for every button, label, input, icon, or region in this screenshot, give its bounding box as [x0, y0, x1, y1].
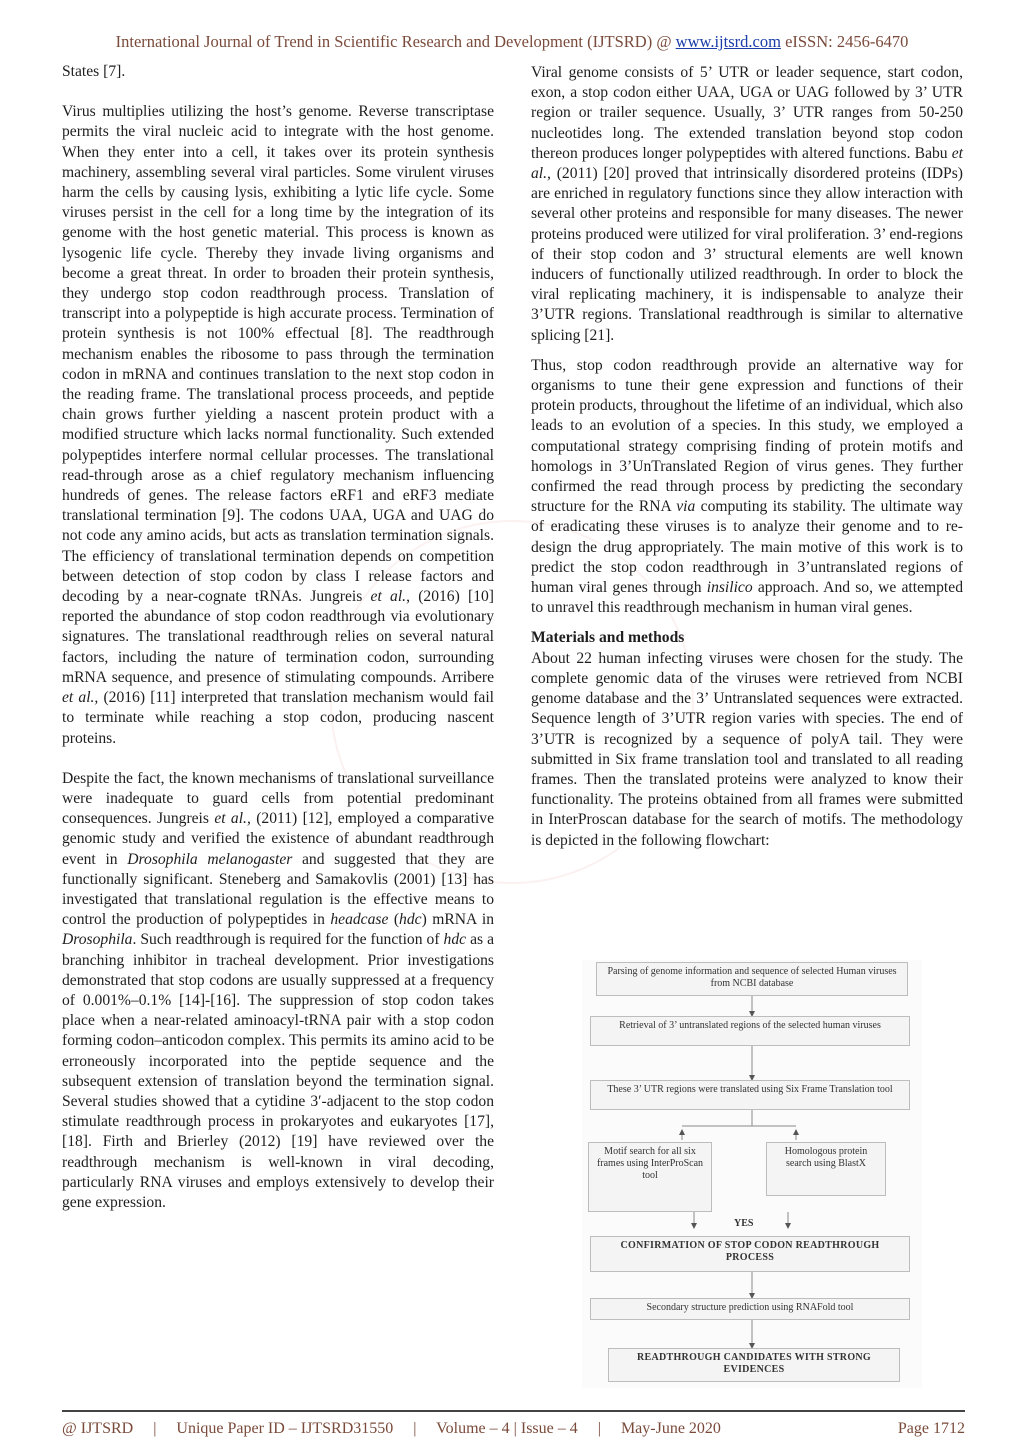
- journal-website-link[interactable]: www.ijtsrd.com: [675, 32, 781, 51]
- flowchart-step-confirmation: CONFIRMATION OF STOP CODON READTHROUGH PROCESS: [590, 1236, 910, 1272]
- left-column: [62, 62, 494, 1213]
- paragraph-viral-genome: Viral genome consists of 5’ UTR or leader sequence, start codon, exon, a stop codon either UAA, UGA or UAG followed by 3’ UTR region or trailer sequence. Usually, 3’ UTR ranges from 50-250 nucleotides long. The extended translation beyond stop codon thereon produces longer polypeptides with altered functions. Babu et al., (2011) [20] proved that intrinsically disordered proteins (IDPs) are enriched in regulatory functions since they allow interaction with several other proteins and responsible for many diseases. The newer proteins produced were utilized for viral proliferation. 3’ end-regions of their stop codon and 3’ structural elements are well known inducers of functionally utilized readthrough. In order to block the viral replicating machinery, it is indispensable to analyze their 3’UTR regions. Translational readthrough is similar to alternative splicing [21].: [531, 64, 963, 344]
- paragraph-materials-methods: About 22 human infecting viruses were chosen for the study. The complete genomic data of the viruses were retrieved from NCBI genome database and the 3’ Untranslated sequences were extracted. Sequence length of 3’UTR region varies with species. The end of 3’UTR is recognized by a sequence of polyA tail. They were submitted in Six frame translation tool and translated to all reading frames. Then the translated proteins were analyzed to know their functionality. The proteins obtained from all frames were submitted in InterProscan database for the search of motifs. The methodology is depicted in the following flowchart:: [531, 649, 963, 849]
- flowchart-step-six-frame-translation: These 3’ UTR regions were translated using Six Frame Translation tool: [590, 1080, 910, 1110]
- paragraph-stop-codon-readthrough: Thus, stop codon readthrough provide an alternative way for organisms to tune their gene expression and functions of their protein products, throughout the lifetime of an individual, which also leads to an evolution of a species. In this study, we employed a computational strategy comprising finding of protein motifs and homologs in 3’UnTranslated Region of virus genes. They further confirmed the read through process by predicting the secondary structure for the RNA via computing its stability. The ultimate way of eradicating these viruses is to analyze their genome and to re-design the drug appropriately. The main motive of this work is to predict the stop codon readthrough in 3’untranslated regions of human viral genes through insilico approach. And so, we attempted to unravel this readthrough mechanism in human viral genes.: [531, 356, 963, 617]
- flowchart-step-homologous-search: Homologous protein search using BlastX: [766, 1142, 886, 1196]
- running-header: [0, 32, 1024, 52]
- flowchart-step-retrieval-3utr: Retrieval of 3’ untranslated regions of the selected human viruses: [590, 1016, 910, 1046]
- footer-paper-info: @ IJTSRD | Unique Paper ID – IJTSRD31550 | Volume – 4 | Issue – 4 | May-June 2020: [62, 1420, 721, 1437]
- header-issn: eISSN: 2456-6470: [780, 32, 909, 51]
- right-column: [531, 63, 963, 851]
- running-footer: [62, 1420, 965, 1438]
- footer-divider: [62, 1410, 965, 1412]
- methodology-flowchart: [582, 960, 922, 1388]
- flowchart-step-parsing-genome: Parsing of genome information and sequence of selected Human viruses from NCBI database: [596, 962, 908, 996]
- paragraph-states-ref: States [7].: [62, 63, 126, 80]
- flowchart-yes-label: YES: [734, 1218, 754, 1229]
- page-number: Page 1712: [897, 1420, 965, 1437]
- paragraph-translational-surveillance: Despite the fact, the known mechanisms of translational surveillance were inadequate to guard cells from potential predominant consequences. Jungreis et al., (2011) [12], employed a comparative genomic study and verified the existence of abundant readthrough event in Drosophila melanogaster and suggested that they are functionally significant. Steneberg and Samakovlis (2001) [13] has investigated that translational regulation is the effective means to control the production of polypeptides in headcase (hdc) mRNA in Drosophila. Such readthrough is required for the function of hdc as a branching inhibitor in tracheal development. Prior investigations demonstrated that stop codons are usually suppressed at a frequency of 0.001%–0.1% [14]-[16]. The suppression of stop codon takes place when a near-related aminoacyl-tRNA pair with a stop codon forming codon–anticodon complex. This permits its amino acid to be erroneously incorporated into the peptide sequence and the subsequent extension of translation beyond the termination signal. Several studies showed that a cytidine 3′-adjacent to the stop codon stimulate readthrough process in prokaryotes and eukaryotes [17], [18]. Firth and Brierley (2012) [19] have reviewed over the readthrough mechanism is well-known in viral decoding, particularly RNA viruses and employs extensively to develop their gene expression.: [62, 769, 494, 1211]
- flowchart-step-readthrough-candidates: READTHROUGH CANDIDATES WITH STRONG EVIDENCES: [608, 1348, 900, 1382]
- paragraph-virus-multiplies: Virus multiplies utilizing the host’s genome. Reverse transcriptase permits the viral nucleic acid to integrate with the host genome. When they enter into a cell, it takes over its protein synthesis machinery, assembling several viral particles. Some virulent viruses harm the cells by causing lysis, exhibiting a lytic life cycle. Some viruses persist in the cell for a long time by the integration of its genome with the host genetic material. This process is known as lysogenic life cycle. Thereby they invade living organisms and become a great threat. In order to broaden their protein synthesis, they undergo stop codon readthrough process. Translation of transcript into a polypeptide is high accurate process. Termination of protein synthesis is not 100% effectual [8]. The readthrough mechanism enables the ribosome to pass through the termination codon in mRNA and continues translation to the next stop codon in the reading frame. The translational process proceeds, and peptide chain grows further yielding a nascent protein product with a modified structure which lacks normal functionality. Such extended polypeptides interfere normal cellular processes. The translational read-through arose as a chief regulatory mechanism influencing hundreds of genes. The release factors eRF1 and eRF3 mediate translational termination [9]. The codons UAA, UGA and UAG do not code any amino acids, but acts as translation termination signals. The efficiency of translational termination depends on competition between detection of stop codon by class I release factors and decoding by a near-cognate tRNAs. Jungreis et al., (2016) [10] reported the abundance of stop codon readthrough via evolutionary signatures. The translational readthrough relies on several natural factors, including the nature of termination codon, surrounding mRNA sequence, and presence of stimulating compounds. Arribere et al., (2016) [11] interpreted that translation mechanism would fail to terminate while reaching a stop codon, producing nascent proteins.: [62, 103, 494, 747]
- flowchart-step-motif-search: Motif search for all six frames using InterProScan tool: [588, 1142, 712, 1212]
- section-heading-materials-methods: Materials and methods: [531, 629, 685, 647]
- header-journal-title: International Journal of Trend in Scientific Research and Development (IJTSRD) @: [115, 32, 676, 51]
- flowchart-step-secondary-structure: Secondary structure prediction using RNAFold tool: [590, 1298, 910, 1320]
